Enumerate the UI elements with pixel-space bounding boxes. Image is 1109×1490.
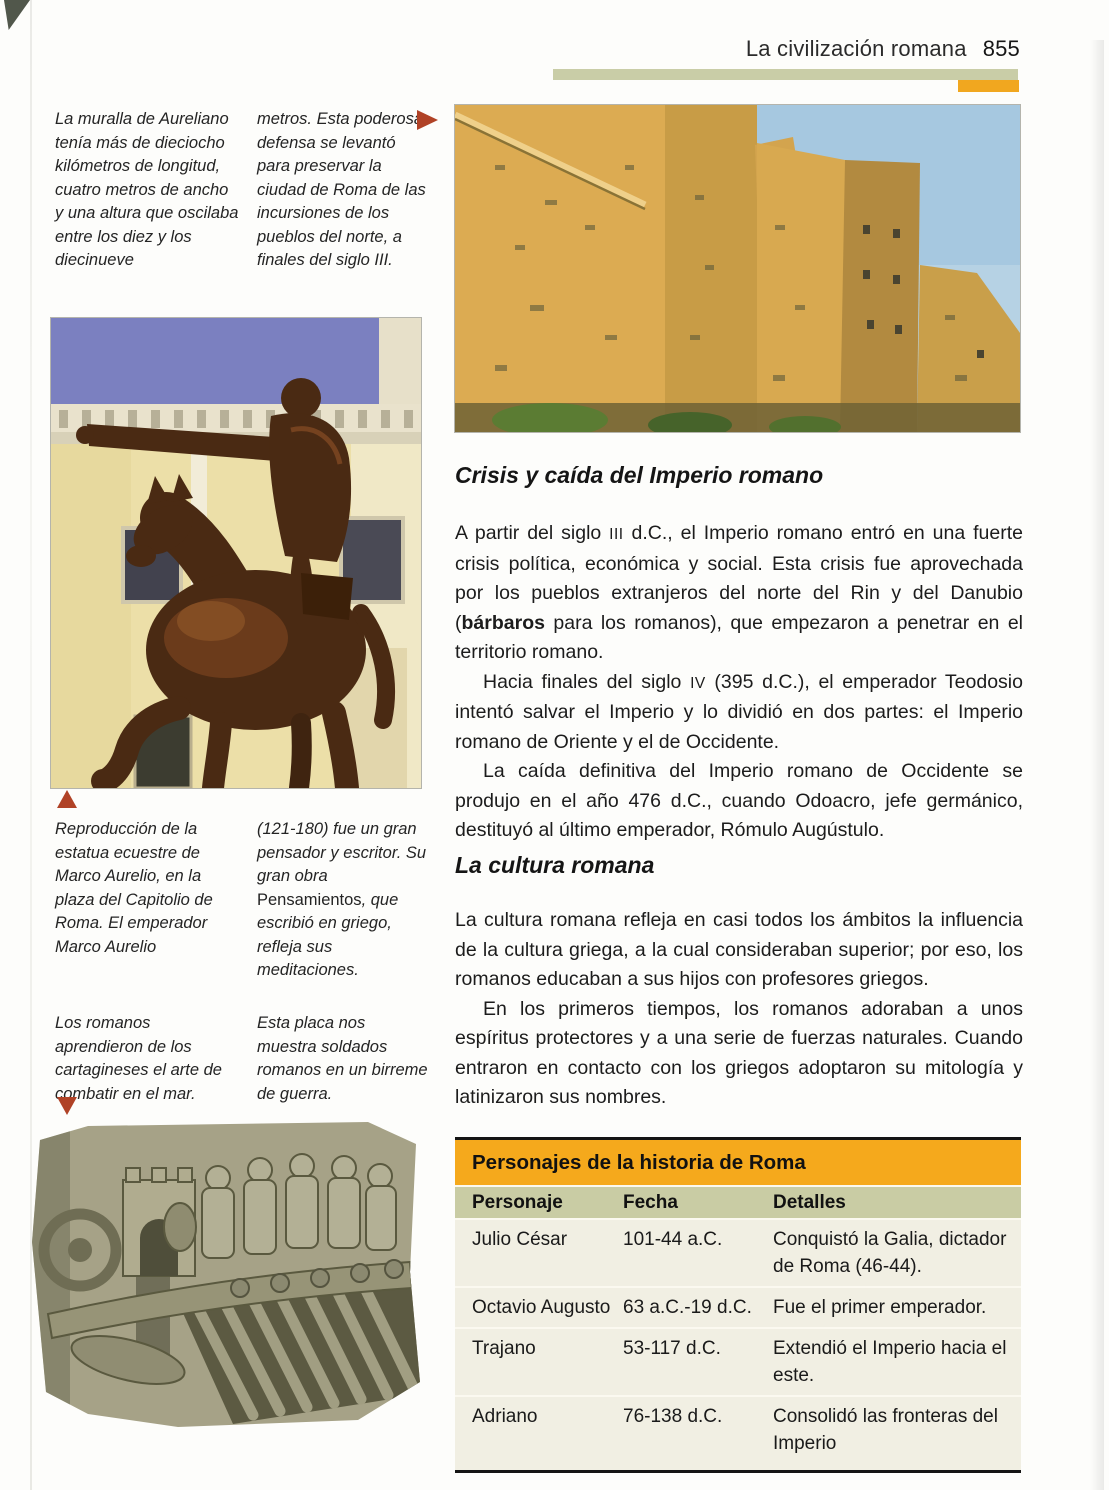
caption-column <box>257 818 429 983</box>
table-cell: Conquistó la Galia, dictador de Roma (46-44). <box>773 1229 1007 1277</box>
paragraph: La caída definitiva del Imperio romano de Occidente se produjo en el año 476 d.C., cuando Odoacro, jefe germánico, destituyó al último emperador, Rómulo Augústulo. <box>455 760 1023 841</box>
caption-column: Esta placa nos muestra soldados romanos en un birreme de guerra. <box>257 1014 428 1103</box>
paragraph-text: A partir del siglo <box>455 522 610 544</box>
header-rule <box>553 69 1018 80</box>
table-header-row <box>455 1185 1021 1218</box>
triangle-down-icon <box>57 1097 77 1115</box>
bireme-relief-photo <box>28 1122 423 1427</box>
marcus-aurelius-statue-photo <box>51 318 421 788</box>
table-cell: Fue el primer emperador. <box>773 1297 987 1318</box>
caption-statue <box>55 818 429 983</box>
table-row <box>455 1327 1021 1395</box>
table-title: Personajes de la historia de Roma <box>455 1140 1021 1185</box>
table-row <box>455 1286 1021 1327</box>
table-cell: 101-44 a.C. <box>623 1229 723 1250</box>
triangle-up-icon <box>57 790 77 808</box>
table-cell: Trajano <box>472 1338 536 1359</box>
caption-column: metros. Esta poderosa defensa se levantó para preservar la ciudad de Roma de las incursiones de los pueblos del norte, a finales del siglo III. <box>257 110 426 269</box>
table-cell: Consolidó las fronteras del Imperio <box>773 1406 998 1454</box>
table-cell: 76-138 d.C. <box>623 1406 723 1427</box>
caption-aurelian-wall <box>55 108 429 273</box>
page-header-title: La civilización romana <box>745 36 967 61</box>
paragraph-text: para los romanos), que empezaron a penetrar en el territorio romano. <box>455 611 1023 663</box>
section-cultura-paragraphs <box>455 906 1023 1113</box>
table-cell: 63 a.C.-19 d.C. <box>623 1297 752 1318</box>
table-cell: Adriano <box>472 1406 538 1427</box>
paragraph-text: d.C., el Imperio romano entró en una fuerte crisis política, económica y social. Esta crisis fue aprovechada por los pueblos extranjeros del norte del Rin y del Danubio ( <box>455 522 1023 634</box>
roman-history-table <box>455 1137 1021 1473</box>
table-cell: Extendió el Imperio hacia el este. <box>773 1338 1007 1386</box>
table-header-cell: Fecha <box>623 1191 678 1213</box>
page-edge-shadow <box>1090 40 1104 1490</box>
work-title: Pensamientos <box>257 890 362 909</box>
bireme-relief-illustration <box>28 1122 423 1427</box>
caption-text: , que escribió en griego, refleja sus meditaciones. <box>257 890 399 979</box>
table-cell: Octavio Augusto <box>472 1297 611 1318</box>
paragraph-text: (395 d.C.), el emperador Teodosio intentó salvar el Imperio y lo dividió en dos partes: el Imperio romano de Oriente y el de Occidente. <box>455 670 1023 753</box>
roman-numeral: III <box>609 526 624 543</box>
aurelian-wall-photo <box>455 105 1020 432</box>
section-crisis-paragraphs <box>455 519 1023 846</box>
section-heading-cultura: La cultura romana <box>455 852 655 878</box>
caption-column: Los romanos aprendieron de los cartagineses el arte de combatir en el mar. <box>55 1014 222 1103</box>
aurelian-wall-illustration <box>455 105 1020 432</box>
roman-numeral: IV <box>690 674 706 692</box>
table-cell: 53-117 d.C. <box>623 1338 721 1359</box>
paragraph <box>455 668 1023 758</box>
caption-column: La muralla de Aureliano tenía más de dieciocho kilómetros de longitud, cuatro metros de ancho y una altura que oscilaba entre los diez y los diecinueve <box>55 110 239 269</box>
page-header <box>455 36 1020 62</box>
section-heading-crisis: Crisis y caída del Imperio romano <box>455 462 824 488</box>
header-rule-accent <box>958 80 1019 92</box>
paragraph: En los primeros tiempos, los romanos adoraban a unos espíritus protectores y a una serie de fuerzas naturales. Cuando entraron en contacto con los griegos adoptaron su mitología y latinizaron sus nombres. <box>455 997 1023 1108</box>
equestrian-statue-illustration <box>51 318 421 788</box>
caption-bireme <box>55 1012 429 1106</box>
bold-term: bárbaros <box>461 611 545 634</box>
caption-column: Reproducción de la estatua ecuestre de Marco Aurelio, en la plaza del Capitolio de Roma. El emperador Marco Aurelio <box>55 820 213 956</box>
paragraph: La cultura romana refleja en casi todos los ámbitos la influencia de la cultura griega, a la cual consideraban superior; por eso, los romanos educaban a sus hijos con profesores griegos. <box>455 909 1023 990</box>
caption-text: (121-180) fue un gran pensador y escritor. Su gran obra <box>257 820 427 885</box>
scan-corner-mark <box>4 0 30 30</box>
page-number: 855 <box>982 36 1020 61</box>
paragraph-text: Hacia finales del siglo <box>483 670 691 693</box>
paragraph <box>455 519 1023 668</box>
table-row <box>455 1395 1021 1463</box>
table-cell: Julio César <box>472 1229 568 1250</box>
table-row <box>455 1218 1021 1286</box>
triangle-right-icon <box>417 110 438 130</box>
table-body <box>455 1218 1021 1470</box>
table-header-cell: Personaje <box>472 1191 563 1213</box>
table-header-cell: Detalles <box>773 1191 846 1213</box>
